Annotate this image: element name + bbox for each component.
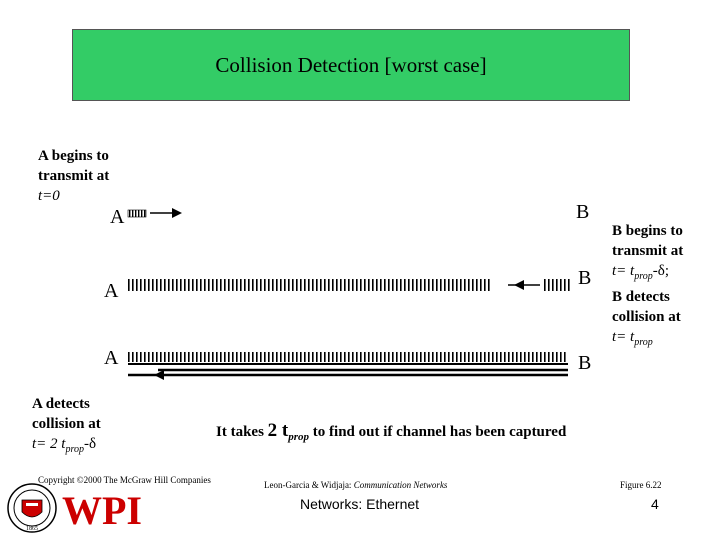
note-b-line1: B begins to	[612, 223, 683, 239]
row2-arrowhead-b	[514, 280, 524, 290]
note-a-detect-time	[32, 434, 101, 460]
figure-label: Figure 6.22	[620, 480, 662, 490]
note-a-begin-line1: A begins to	[38, 148, 109, 164]
seal-year: 1865	[26, 526, 38, 532]
row3-arrowhead-b	[154, 370, 164, 380]
wpi-wordmark: WPI	[62, 488, 142, 533]
row1-station-b: B	[576, 201, 590, 223]
note-b-line2: transmit at	[612, 243, 684, 259]
row2-signal-b	[542, 279, 570, 291]
caption-post: to find out if channel has been captured	[309, 424, 567, 440]
note-b-time1-sub: prop	[634, 271, 653, 282]
row2-station-a: A	[104, 280, 119, 302]
note-b-time1-prefix: t= t	[612, 263, 635, 279]
note-a-begin-time: t=0	[38, 188, 60, 204]
row1-signal-a	[128, 210, 146, 217]
note-a-detect-time-suffix: -δ	[84, 436, 97, 452]
wpi-seal-icon	[8, 484, 56, 532]
citation	[264, 480, 447, 490]
note-b-line3: B detects	[612, 289, 670, 305]
note-b-time1	[612, 261, 683, 287]
course-label: Networks: Ethernet	[300, 496, 420, 512]
row3-station-a: A	[104, 347, 119, 369]
note-a-detect-line2: collision at	[32, 416, 101, 432]
row1-station-a: A	[110, 206, 125, 228]
wpi-logo	[6, 478, 146, 538]
copyright-text: Copyright ©2000 The McGraw Hill Companies	[38, 475, 211, 485]
note-b-time2-prefix: t= t	[612, 329, 635, 345]
caption-big: 2 t	[267, 420, 289, 441]
slide-title: Collision Detection [worst case]	[215, 52, 487, 77]
row3-signal-a	[128, 352, 568, 362]
note-b	[612, 221, 683, 353]
row3-station-b: B	[578, 352, 592, 374]
caption	[216, 420, 566, 443]
citation-authors: Leon-Garcia & Widjaja:	[264, 480, 352, 490]
note-a-begin	[38, 146, 109, 206]
note-a-detect-time-sub: prop	[65, 444, 84, 455]
note-b-time2-sub: prop	[634, 337, 653, 348]
page-number: 4	[651, 496, 659, 512]
row2-station-b: B	[578, 267, 592, 289]
row1-arrowhead-a	[172, 208, 182, 218]
note-a-detect-time-prefix: t= 2 t	[32, 436, 66, 452]
note-b-line4: collision at	[612, 309, 681, 325]
note-b-time2	[612, 327, 683, 353]
row2-signal-a	[128, 279, 490, 291]
caption-pre: It takes	[216, 424, 268, 440]
note-a-detect-line1: A detects	[32, 396, 90, 412]
note-b-time1-suffix: -δ;	[652, 263, 669, 279]
caption-sub: prop	[288, 431, 310, 443]
citation-title: Communication Networks	[353, 480, 448, 490]
note-a-detect	[32, 394, 101, 460]
note-a-begin-line2: transmit at	[38, 168, 110, 184]
